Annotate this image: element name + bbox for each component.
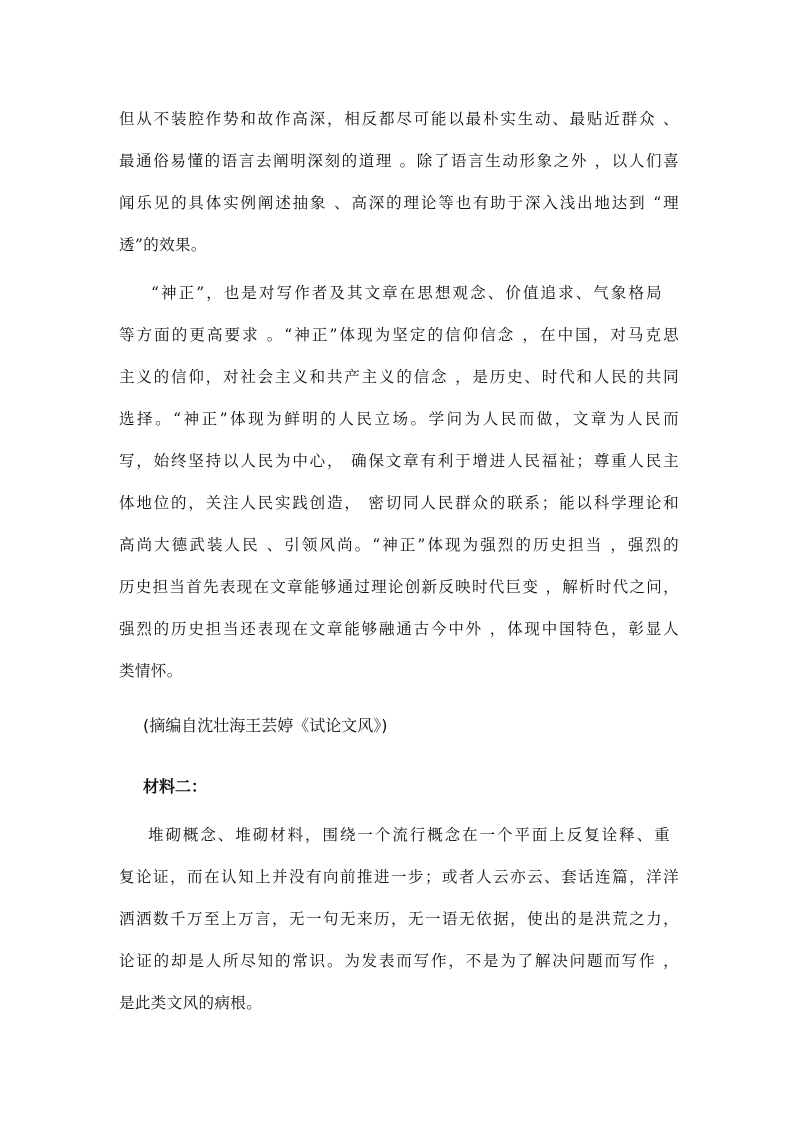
source-citation: (摘编自沈壮海王芸婷《试论文风》): [143, 716, 388, 735]
paragraph-2-line-9: 强烈的历史担当还表现在文章能够融通古今中外 ，体现中国特色，彰显人: [119, 620, 679, 638]
paragraph-2-line-1: “神正”，也是对写作者及其文章在思想观念、价值追求、气象格局: [151, 284, 662, 302]
paragraph-1-line-4: 透”的效果。: [119, 236, 207, 254]
paragraph-3-line-5: 是此类文风的病根。: [119, 994, 263, 1012]
paragraph-2-line-3: 主义的信仰，对社会主义和共产主义的信念 ，是历史、时代和人民的共同: [119, 368, 679, 386]
paragraph-2-line-4: 选择。“神正”体现为鲜明的人民立场。学问为人民而做，文章为人民而: [119, 410, 679, 428]
paragraph-3-line-2: 复论证，而在认知上并没有向前推进一步；或者人云亦云、套话连篇，洋洋: [119, 868, 679, 886]
section-heading: 材料二：: [143, 777, 208, 796]
paragraph-3-line-4: 论证的却是人所尽知的常识。为发表而写作，不是为了解决问题而写作 ，: [119, 952, 679, 970]
paragraph-3-line-3: 洒洒数千万至上万言，无一句无来历，无一语无依据，使出的是洪荒之力，: [119, 910, 679, 928]
paragraph-3-line-1: 堆砌概念、堆砌材料，围绕一个流行概念在一个平面上反复诠释、重: [148, 826, 670, 844]
paragraph-1-line-2: 最通俗易懂的语言去阐明深刻的道理 。除了语言生动形象之外 ，以人们喜: [119, 152, 679, 170]
paragraph-2-line-5: 写，始终坚持以人民为中心， 确保文章有利于增进人民福祉；尊重人民主: [119, 452, 679, 470]
paragraph-2-line-2: 等方面的更高要求 。“神正”体现为坚定的信仰信念 ，在中国，对马克思: [119, 326, 679, 344]
paragraph-2-line-7: 高尚大德武装人民 、引领风尚。“神正”体现为强烈的历史担当 ，强烈的: [119, 536, 679, 554]
paragraph-2-line-6: 体地位的，关注人民实践创造， 密切同人民群众的联系；能以科学理论和: [119, 494, 679, 512]
paragraph-1-line-3: 闻乐见的具体实例阐述抽象 、高深的理论等也有助于深入浅出地达到 “理: [119, 194, 679, 212]
paragraph-2-line-10: 类情怀。: [119, 662, 183, 680]
paragraph-1-line-1: 但从不装腔作势和故作高深，相反都尽可能以最朴实生动、最贴近群众 、: [119, 110, 679, 128]
paragraph-2-line-8: 历史担当首先表现在文章能够通过理论创新反映时代巨变 ，解析时代之问，: [119, 578, 679, 596]
